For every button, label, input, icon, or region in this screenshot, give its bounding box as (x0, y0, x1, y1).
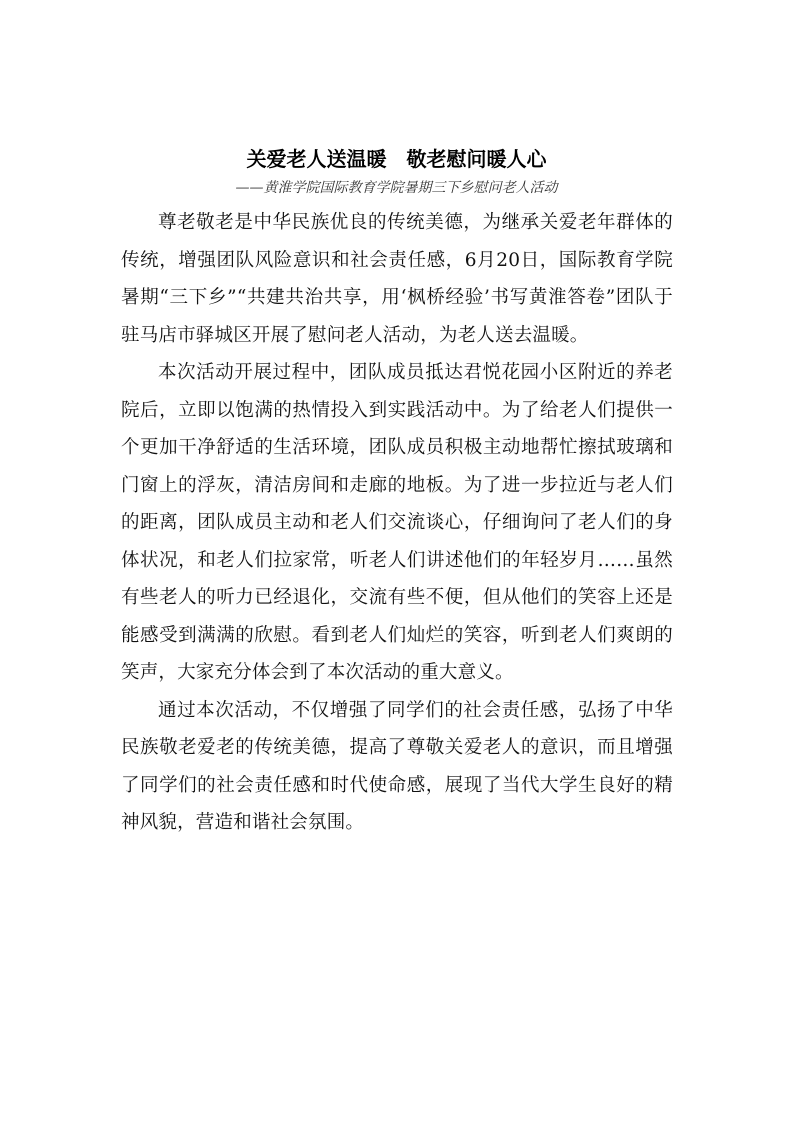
paragraph-2: 本次活动开展过程中，团队成员抵达君悦花园小区附近的养老院后，立即以饱满的热情投入到实践活动中。为了给老人们提供一个更加干净舒适的生活环境，团队成员积极主动地帮忙擦拭玻璃和门窗上的浮灰，清洁房间和走廊的地板。为了进一步拉近与老人们的距离，团队成员主动和老人们交流谈心，仔细询问了老人们的身体状况，和老人们拉家常，听老人们讲述他们的年轻岁月……虽然有些老人的听力已经退化，交流有些不便，但从他们的笑容上还是能感受到满满的欣慰。看到老人们灿烂的笑容，听到老人们爽朗的笑声，大家充分体会到了本次活动的重大意义。 (121, 362, 673, 683)
document-body (121, 204, 673, 842)
paragraph-1: 尊老敬老是中华民族优良的传统美德，为继承关爱老年群体的传统，增强团队风险意识和社会责任感，6月20日，国际教育学院暑期“三下乡”“共建共治共享，用‘枫桥经验’书写黄淮答卷”团队于驻马店市驿城区开展了慰问老人活动，为老人送去温暖。 (121, 212, 673, 346)
paragraph-3: 通过本次活动，不仅增强了同学们的社会责任感，弘扬了中华民族敬老爱老的传统美德，提高了尊敬关爱老人的意识，而且增强了同学们的社会责任感和时代使命感，展现了当代大学生良好的精神风貌，营造和谐社会氛围。 (121, 699, 673, 833)
document-title: 关爱老人送温暖 敬老慰问暖人心 (246, 147, 547, 171)
document-subtitle: ——黄淮学院国际教育学院暑期三下乡慰问老人活动 (235, 180, 558, 196)
